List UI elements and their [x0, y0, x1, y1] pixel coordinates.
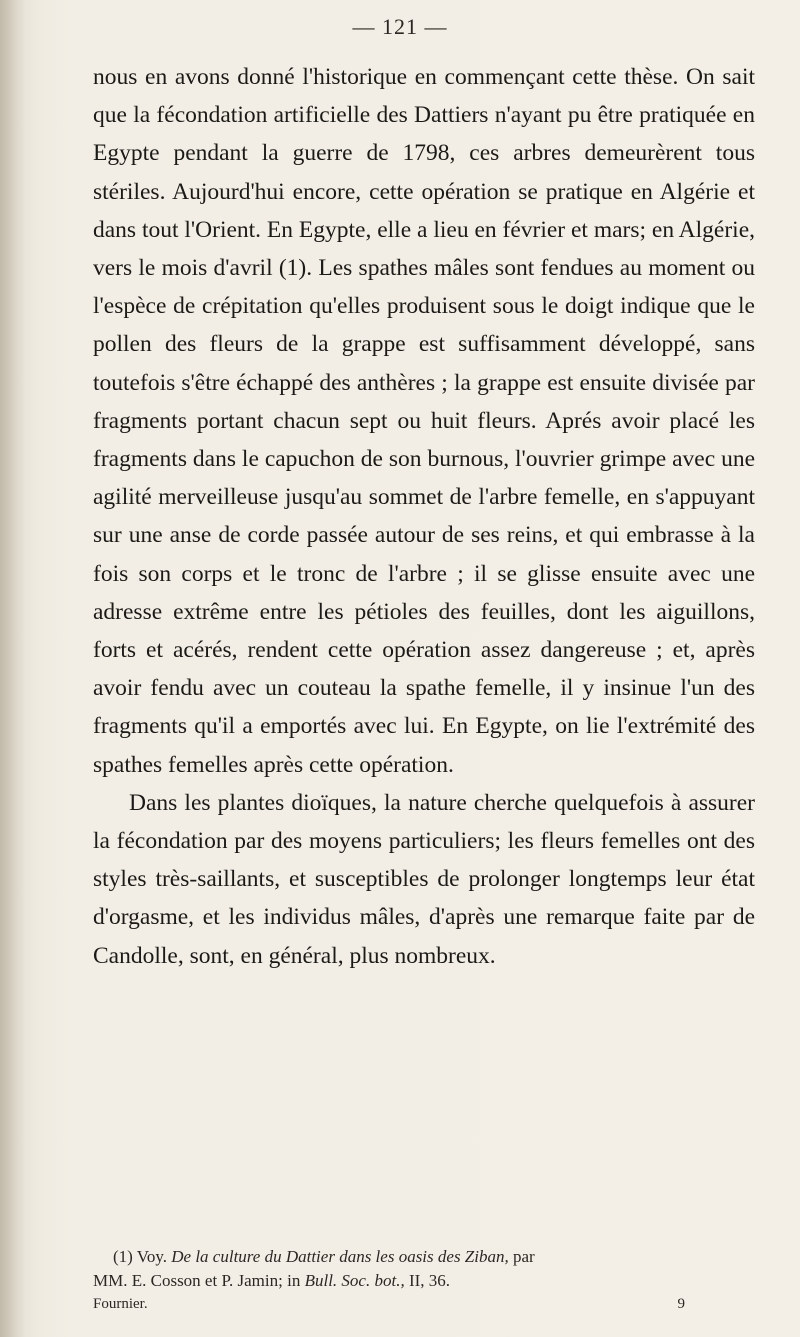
footnote-line-1 [93, 1245, 755, 1269]
gutter-shadow [0, 0, 26, 1337]
footnote-authors: MM. E. Cosson et P. Jamin; in [93, 1271, 301, 1290]
body-text [93, 58, 755, 975]
footnote-title: De la culture du Dattier dans les oasis des Ziban, [171, 1247, 509, 1266]
footnote-journal: Bull. Soc. bot., [304, 1271, 405, 1290]
signature-name: Fournier. [93, 1296, 148, 1312]
printer-signature [93, 1296, 755, 1313]
footnote [93, 1245, 755, 1293]
page-number-header: — 121 — [352, 14, 448, 39]
footnote-prefix: Voy. [136, 1247, 168, 1266]
footnote-by: par [512, 1247, 535, 1266]
paragraph-1: nous en avons donné l'historique en commençant cette thèse. On sait que la fécondation artificielle des Dattiers n'ayant pu être pratiquée en Egypte pendant la guerre de 1798, ces arbres demeurèrent tous stériles. Aujourd'hui encore, cette opération se pratique en Algérie et dans tout l'Orient. En Egypte, elle a lieu en février et mars; en Algérie, vers le mois d'avril (1). Les spathes mâles sont fendues au moment ou l'espèce de crépitation qu'elles produisent sous le doigt indique que le pollen des fleurs de la grappe est suffisamment développé, sans toutefois s'être échappé des anthères ; la grappe est ensuite divisée par fragments portant chacun sept ou huit fleurs. Aprés avoir placé les fragments dans le capuchon de son burnous, l'ouvrier grimpe avec une agilité merveilleuse jusqu'au sommet de l'arbre femelle, en s'appuyant sur une anse de corde passée autour de ses reins, et qui embrasse à la fois son corps et le tronc de l'arbre ; il se glisse ensuite avec une adresse extrême entre les pétioles des feuilles, dont les aiguillons, forts et acérés, rendent cette opération assez dangereuse ; et, après avoir fendu avec un couteau la spathe femelle, il y insinue l'un des fragments qu'il a emportés avec lui. En Egypte, on lie l'extrémité des spathes femelles après cette opération. [93, 64, 756, 778]
footnote-line-2 [93, 1269, 755, 1293]
paragraph-2: Dans les plantes dioïques, la nature cherche quelquefois à assurer la fécondation par des moyens particuliers; les fleurs femelles ont des styles très-saillants, et susceptibles de prolonger longtemps leur état d'orgasme, et les individus mâles, d'après une remarque faite par de Candolle, sont, en général, plus nombreux. [93, 789, 755, 969]
footnote-marker: (1) [113, 1247, 133, 1266]
footnote-ref: II, 36. [408, 1271, 451, 1290]
signature-number: 9 [677, 1296, 685, 1312]
